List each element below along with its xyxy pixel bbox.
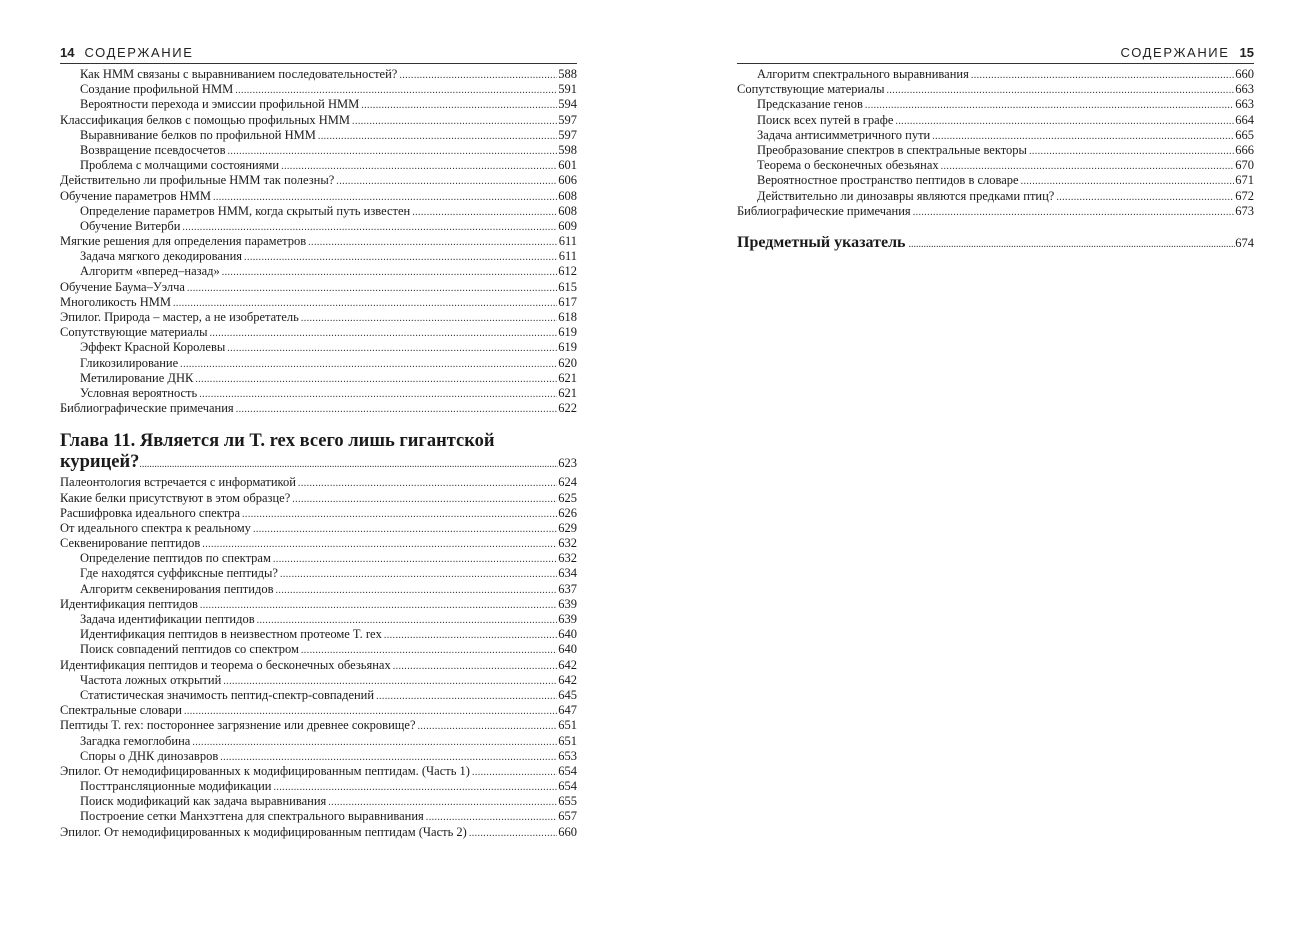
leader-dots [244, 250, 558, 265]
toc-entry[interactable] [60, 113, 577, 128]
toc-entry-page: 619 [558, 325, 577, 340]
toc-entry-page: 594 [558, 97, 577, 112]
toc-entry-page: 597 [558, 127, 577, 142]
toc-list [60, 475, 577, 840]
leader-dots [865, 98, 1234, 113]
subject-index-entry[interactable] [737, 233, 1254, 255]
leader-dots [1029, 144, 1234, 159]
running-header [60, 42, 577, 64]
toc-entry-page: 634 [558, 566, 577, 581]
toc-entry-page: 651 [558, 718, 577, 733]
leader-dots [887, 83, 1235, 98]
toc-entry-title: Алгоритм секвенирования пептидов [80, 581, 274, 596]
leader-dots [1021, 174, 1235, 189]
toc-entry-title: Посттрансляционные модификации [80, 779, 272, 794]
leader-dots [352, 114, 557, 129]
toc-entry[interactable] [60, 371, 577, 386]
leader-dots [195, 372, 557, 387]
toc-entry-title: Возвращение псевдосчетов [80, 142, 226, 157]
toc-entry-page: 618 [558, 310, 577, 324]
leader-dots [399, 68, 557, 83]
toc-entry-page: 632 [558, 536, 577, 551]
toc-entry-title: Эпилог. Природа – мастер, а не изобретатель [60, 310, 299, 324]
chapter-page-number: 623 [558, 456, 577, 471]
toc-entry[interactable] [60, 67, 577, 82]
toc-entry-title: Многоликость HMM [60, 294, 171, 309]
toc-entry[interactable] [60, 794, 577, 809]
toc-entry[interactable] [60, 521, 577, 536]
toc-entry[interactable] [60, 173, 577, 188]
toc-entry[interactable] [60, 325, 577, 340]
toc-entry[interactable] [737, 189, 1254, 204]
toc-entry-title: Статистическая значимость пептид-спектр-совпадений [80, 687, 375, 702]
page-number: 15 [1239, 45, 1254, 60]
toc-entry[interactable] [737, 82, 1254, 97]
leader-dots [426, 810, 557, 825]
toc-entry[interactable] [737, 173, 1254, 188]
toc-entry-title: Обучение Баума–Уэлча [60, 279, 185, 294]
leader-dots [909, 235, 1236, 255]
toc-entry-title: Предсказание генов [757, 97, 863, 112]
toc-entry-title: Поиск модификаций как задача выравнивания [80, 794, 327, 809]
running-title: СОДЕРЖАНИЕ [1120, 45, 1230, 60]
toc-entry-page: 663 [1235, 82, 1254, 97]
toc-entry[interactable] [60, 658, 577, 673]
toc-entry-title: Палеонтология встречается с информатикой [60, 475, 296, 490]
toc-entry-title: Эффект Красной Королевы [80, 340, 226, 355]
toc-entry-title: Алгоритм спектрального выравнивания [757, 67, 969, 81]
running-header [737, 42, 1254, 64]
toc-entry[interactable] [737, 67, 1254, 82]
toc-entry-page: 598 [558, 142, 577, 157]
toc-entry[interactable] [60, 234, 577, 249]
toc-entry-title: Мягкие решения для определения параметров [60, 234, 307, 249]
leader-dots [220, 750, 557, 765]
toc-entry[interactable] [60, 642, 577, 657]
leader-dots [336, 174, 557, 189]
toc-entry-page: 640 [558, 642, 577, 657]
leader-dots [292, 492, 557, 507]
toc-entry[interactable] [60, 386, 577, 401]
leader-dots [301, 643, 557, 658]
toc-entry[interactable] [60, 82, 577, 97]
leader-dots [213, 190, 557, 205]
leader-dots [275, 583, 557, 598]
toc-entry[interactable] [60, 688, 577, 703]
toc-entry-title: Пептиды T. rex: постороннее загрязнение или древнее сокровище? [60, 718, 416, 733]
leader-dots [210, 326, 558, 341]
toc-entry-page: 660 [558, 824, 577, 839]
toc-entry[interactable] [60, 356, 577, 371]
toc-entry-page: 660 [1235, 67, 1254, 81]
toc-entry-page: 617 [558, 294, 577, 309]
toc-entry-page: 663 [1235, 97, 1254, 112]
toc-entry-page: 622 [558, 401, 577, 416]
toc-entry-page: 629 [558, 520, 577, 535]
leader-dots [376, 689, 557, 704]
leader-dots [222, 265, 558, 280]
toc-entry-title: Где находятся суффиксные пептиды? [80, 566, 278, 581]
toc-entry-page: 611 [558, 234, 577, 249]
leader-dots [301, 311, 557, 326]
toc-entry[interactable] [60, 566, 577, 581]
toc-entry-title: Действительно ли динозавры являются предками птиц? [757, 188, 1055, 203]
toc-entry[interactable] [60, 97, 577, 112]
toc-entry[interactable] [60, 340, 577, 355]
toc-entry[interactable] [60, 204, 577, 219]
toc-entry-page: 655 [558, 794, 577, 809]
toc-entry-title: Поиск совпадений пептидов со спектром [80, 642, 299, 657]
leader-dots [913, 205, 1235, 220]
toc-entry-page: 665 [1235, 127, 1254, 142]
leader-dots [235, 83, 557, 98]
toc-entry[interactable] [60, 219, 577, 234]
toc-entry[interactable] [60, 143, 577, 158]
leader-dots [187, 281, 557, 296]
toc-entry[interactable] [60, 749, 577, 764]
leader-dots [361, 98, 557, 113]
toc-entry-page: 597 [558, 112, 577, 127]
toc-entry-title: Библиографические примечания [737, 203, 911, 218]
leader-dots [227, 341, 557, 356]
toc-entry-title: Библиографические примечания [60, 401, 234, 416]
toc-entry-page: 637 [558, 581, 577, 596]
leader-dots [469, 826, 557, 841]
toc-entry[interactable] [60, 491, 577, 506]
toc-entry-page: 666 [1235, 142, 1254, 157]
toc-entry-title: Какие белки присутствуют в этом образце? [60, 490, 291, 505]
leader-dots [199, 387, 557, 402]
leader-dots [227, 144, 557, 159]
toc-entry[interactable] [60, 612, 577, 627]
toc-entry[interactable] [737, 204, 1254, 219]
toc-entry-page: 588 [558, 67, 577, 81]
leader-dots [257, 613, 558, 628]
leader-dots [393, 659, 558, 674]
toc-entry-title: Построение сетки Манхэттена для спектрального выравнивания [80, 809, 424, 824]
chapter-title-line: Глава 11. Является ли T. rex всего лишь гигантской [60, 431, 495, 452]
leader-dots [273, 780, 557, 795]
leader-dots [280, 567, 557, 582]
toc-entry-title: От идеального спектра к реальному [60, 520, 251, 535]
toc-entry[interactable] [60, 128, 577, 143]
toc-entry[interactable] [60, 779, 577, 794]
toc-entry-page: 625 [558, 490, 577, 505]
toc-entry-title: Как HMM связаны с выравниванием последовательностей? [80, 67, 398, 81]
toc-entry[interactable] [60, 295, 577, 310]
toc-entry-page: 632 [558, 551, 577, 566]
toc-entry-title: Проблема с молчащими состояниями [80, 158, 280, 173]
leader-dots [308, 235, 558, 250]
toc-list [60, 67, 577, 416]
toc-entry[interactable] [60, 264, 577, 279]
toc-entry-page: 619 [558, 340, 577, 355]
toc-entry[interactable] [60, 189, 577, 204]
toc-entry-page: 608 [558, 188, 577, 203]
toc-entry[interactable] [60, 673, 577, 688]
toc-entry-title: Гликозилирование [80, 355, 179, 370]
toc-entry-page: 672 [1235, 188, 1254, 203]
toc-entry[interactable] [737, 143, 1254, 158]
toc-entry[interactable] [60, 506, 577, 521]
leader-dots [472, 765, 557, 780]
toc-entry-title: Частота ложных открытий [80, 672, 222, 687]
toc-entry[interactable] [60, 734, 577, 749]
toc-entry-page: 653 [558, 748, 577, 763]
toc-entry-page: 621 [558, 370, 577, 385]
toc-entry-title: Метилирование ДНК [80, 370, 194, 385]
toc-entry-title: Задача мягкого декодирования [80, 249, 243, 264]
leader-dots [182, 220, 557, 235]
toc-entry-title: Вероятностное пространство пептидов в словаре [757, 173, 1019, 188]
leader-dots [298, 476, 557, 491]
toc-entry[interactable] [60, 551, 577, 566]
toc-entry-title: Преобразование спектров в спектральные векторы [757, 142, 1027, 157]
toc-entry-page: 651 [558, 733, 577, 748]
toc-entry[interactable] [60, 280, 577, 295]
leader-dots [895, 114, 1234, 129]
toc-entry-title: Загадка гемоглобина [80, 733, 191, 748]
leader-dots [236, 402, 558, 417]
toc-entry-title: Вероятности перехода и эмиссии профильной HMM [80, 97, 360, 112]
toc-entry-page: 591 [558, 82, 577, 97]
toc-entry-page: 624 [558, 475, 577, 490]
leader-dots [200, 598, 557, 613]
leader-dots [932, 129, 1234, 144]
toc-entry-page: 639 [558, 596, 577, 611]
toc-entry[interactable] [60, 158, 577, 173]
toc-entry[interactable] [737, 113, 1254, 128]
leader-dots [192, 735, 557, 750]
toc-entry-page: 642 [558, 657, 577, 672]
right-page [737, 42, 1254, 255]
toc-entry-title: Определение параметров HMM, когда скрытый путь известен [80, 203, 411, 218]
toc-entry-title: Идентификация пептидов и теорема о бесконечных обезьянах [60, 657, 391, 672]
toc-entry-page: 626 [558, 505, 577, 520]
toc-entry-page: 640 [558, 627, 577, 642]
toc-entry-page: 657 [558, 809, 577, 824]
leader-dots [253, 522, 557, 537]
toc-entry-title: Создание профильной HMM [80, 82, 234, 97]
toc-entry-title: Идентификация пептидов в неизвестном протеоме T. rex [80, 627, 382, 642]
page-number: 14 [60, 45, 75, 60]
toc-entry-page: 639 [558, 612, 577, 626]
toc-entry-title: Действительно ли профильные HMM так полезны? [60, 173, 335, 188]
toc-entry-title: Классификация белков с помощью профильных HMM [60, 112, 351, 127]
toc-entry[interactable] [737, 128, 1254, 143]
toc-entry-title: Эпилог. От немодифицированных к модифицированным пептидам (Часть 2) [60, 824, 467, 839]
toc-entry-page: 608 [558, 203, 577, 218]
toc-entry-page: 606 [558, 173, 577, 188]
leader-dots [941, 159, 1235, 174]
leader-dots [173, 296, 557, 311]
toc-entry-title: Выравнивание белков по профильной HMM [80, 127, 316, 142]
toc-entry-title: Сопутствующие материалы [737, 82, 885, 97]
toc-entry-page: 601 [558, 158, 577, 173]
chapter-heading[interactable] [60, 430, 577, 475]
toc-entry-title: Эпилог. От немодифицированных к модифицированным пептидам. (Часть 1) [60, 763, 470, 778]
toc-entry-page: 645 [558, 687, 577, 702]
toc-entry-title: Определение пептидов по спектрам [80, 551, 271, 566]
toc-entry-title: Расшифровка идеального спектра [60, 505, 241, 520]
chapter-title-line: курицей? [60, 452, 140, 473]
toc-entry-page: 615 [558, 279, 577, 294]
toc-entry-title: Задача идентификации пептидов [80, 612, 255, 626]
toc-entry-page: 612 [558, 264, 577, 279]
toc-entry[interactable] [60, 310, 577, 325]
leader-dots [384, 628, 557, 643]
toc-entry[interactable] [60, 825, 577, 840]
toc-entry[interactable] [60, 582, 577, 597]
toc-entry[interactable] [60, 597, 577, 612]
toc-entry-title: Условная вероятность [80, 385, 198, 400]
toc-entry-title: Поиск всех путей в графе [757, 112, 894, 127]
leader-dots [971, 68, 1234, 83]
toc-entry-title: Споры о ДНК динозавров [80, 748, 219, 763]
leader-dots [418, 719, 558, 734]
toc-entry-page: 620 [558, 355, 577, 370]
leader-dots [202, 537, 557, 552]
toc-entry-title: Идентификация пептидов [60, 596, 198, 611]
toc-entry[interactable] [60, 764, 577, 779]
running-title: СОДЕРЖАНИЕ [84, 45, 194, 60]
toc-entry-page: 664 [1235, 112, 1254, 127]
toc-entry-page: 647 [558, 703, 577, 718]
toc-entry-title: Секвенирование пептидов [60, 536, 201, 551]
toc-entry[interactable] [60, 475, 577, 490]
toc-entry-page: 609 [558, 218, 577, 233]
toc-entry-page: 671 [1235, 173, 1254, 188]
toc-entry-title: Задача антисимметричного пути [757, 127, 931, 142]
toc-entry-page: 654 [558, 779, 577, 794]
toc-entry[interactable] [737, 97, 1254, 112]
toc-entry-page: 654 [558, 763, 577, 778]
leader-dots [139, 455, 558, 475]
toc-entry-page: 621 [558, 385, 577, 400]
toc-entry[interactable] [60, 718, 577, 733]
toc-entry-title: Сопутствующие материалы [60, 325, 208, 340]
toc-entry[interactable] [60, 249, 577, 264]
toc-entry-page: 670 [1235, 158, 1254, 173]
toc-entry-page: 611 [558, 249, 577, 264]
toc-entry-title: Обучение параметров HMM [60, 188, 211, 203]
index-page-number: 674 [1235, 235, 1254, 250]
leader-dots [328, 795, 557, 810]
toc-list [737, 67, 1254, 219]
toc-entry-page: 673 [1235, 203, 1254, 218]
leader-dots [184, 704, 557, 719]
left-page [60, 42, 577, 840]
toc-entry[interactable] [60, 703, 577, 718]
leader-dots [281, 159, 557, 174]
toc-entry-title: Обучение Витерби [80, 218, 181, 233]
leader-dots [412, 205, 557, 220]
toc-entry-title: Теорема о бесконечных обезьянах [757, 158, 939, 173]
leader-dots [223, 674, 557, 689]
index-title: Предметный указатель [737, 233, 906, 251]
toc-entry[interactable] [60, 401, 577, 416]
toc-entry[interactable] [60, 536, 577, 551]
leader-dots [273, 552, 557, 567]
toc-entry[interactable] [60, 809, 577, 824]
toc-entry[interactable] [737, 158, 1254, 173]
toc-entry-title: Спектральные словари [60, 703, 182, 718]
toc-entry[interactable] [60, 627, 577, 642]
leader-dots [180, 357, 557, 372]
leader-dots [242, 507, 557, 522]
leader-dots [1056, 190, 1234, 205]
leader-dots [318, 129, 557, 144]
toc-entry-page: 642 [558, 672, 577, 687]
toc-entry-title: Алгоритм «вперед–назад» [80, 264, 220, 279]
